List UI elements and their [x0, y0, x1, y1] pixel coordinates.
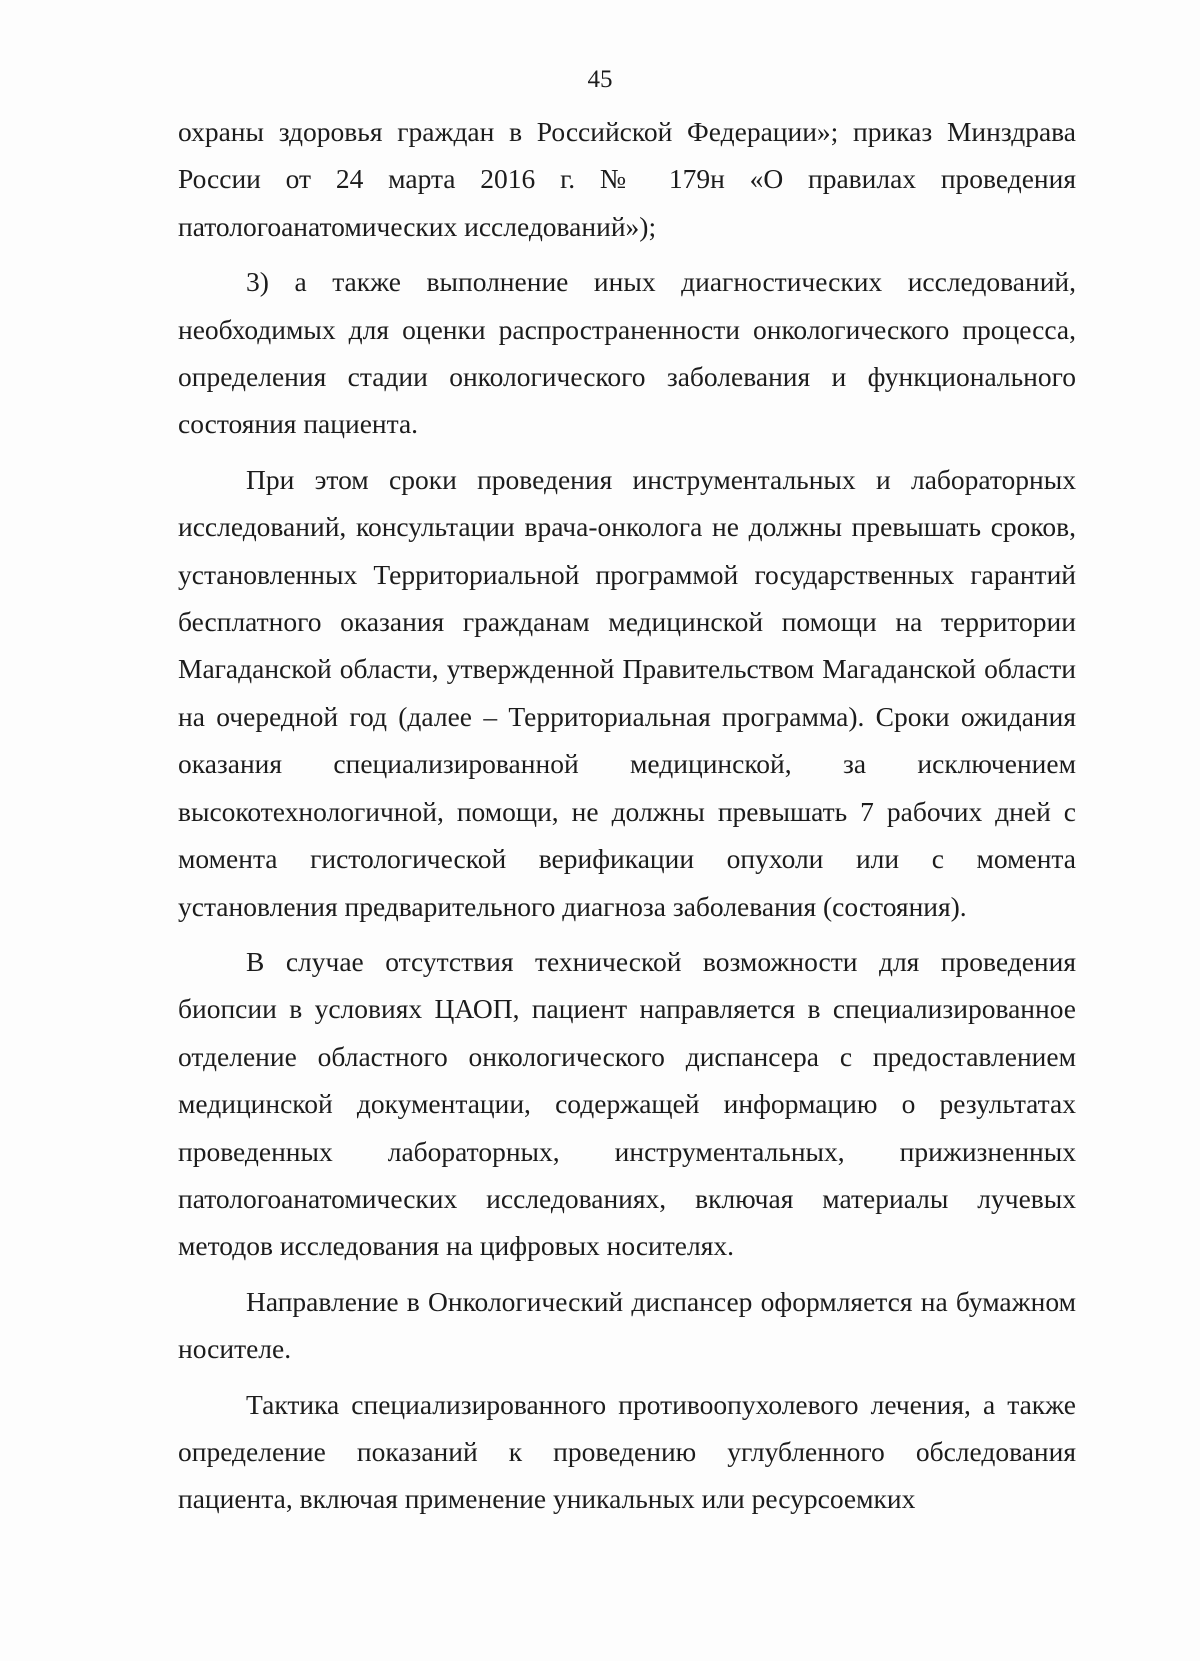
paragraph-deadlines: При этом сроки проведения инструментальных и лабораторных исследований, консультации врача-онколога не должны превышать сроков, установленных Территориальной программой государственных гарантий бесплатного оказания гражданам медицинской помощи на территории Магаданской области, утвержденной Правительством Магаданской области на очередной год (далее – Территориальная программа). Сроки ожидания оказания специализированной медицинской, за исключением высокотехнологичной, помощи, не должны превышать 7 рабочих дней с момента гистологической верификации опухоли или с момента установления предварительного диагноза заболевания (состояния).	[178, 463, 1076, 922]
paragraph-item-3: 3) а также выполнение иных диагностических исследований, необходимых для оценки распространенности онкологического процесса, определения стадии онкологического заболевания и функционального состояния пациента.	[178, 266, 1076, 440]
paragraph-continuation: охраны здоровья граждан в Российской Федерации»; приказ Минздрава России от 24 марта 2016 г. № 179н «О правилах проведения патологоанатомических исследований»);	[178, 116, 1076, 242]
document-body	[178, 108, 1076, 1531]
page-number: 45	[587, 66, 613, 93]
paragraph-referral: Направление в Онкологический диспансер оформляется на бумажном носителе.	[178, 1285, 1076, 1365]
paragraph-biopsy: В случае отсутствия технической возможности для проведения биопсии в условиях ЦАОП, пациент направляется в специализированное отделение областного онкологического диспансера с предоставлением медицинской документации, содержащей информацию о результатах проведенных лабораторных, инструментальных, прижизненных патологоанатомических исследованиях, включая материалы лучевых методов исследования на цифровых носителях.	[178, 945, 1076, 1262]
paragraph-tactics: Тактика специализированного противоопухолевого лечения, а также определение показаний к проведению углубленного обследования пациента, включая применение уникальных или ресурсоемких	[178, 1388, 1076, 1515]
